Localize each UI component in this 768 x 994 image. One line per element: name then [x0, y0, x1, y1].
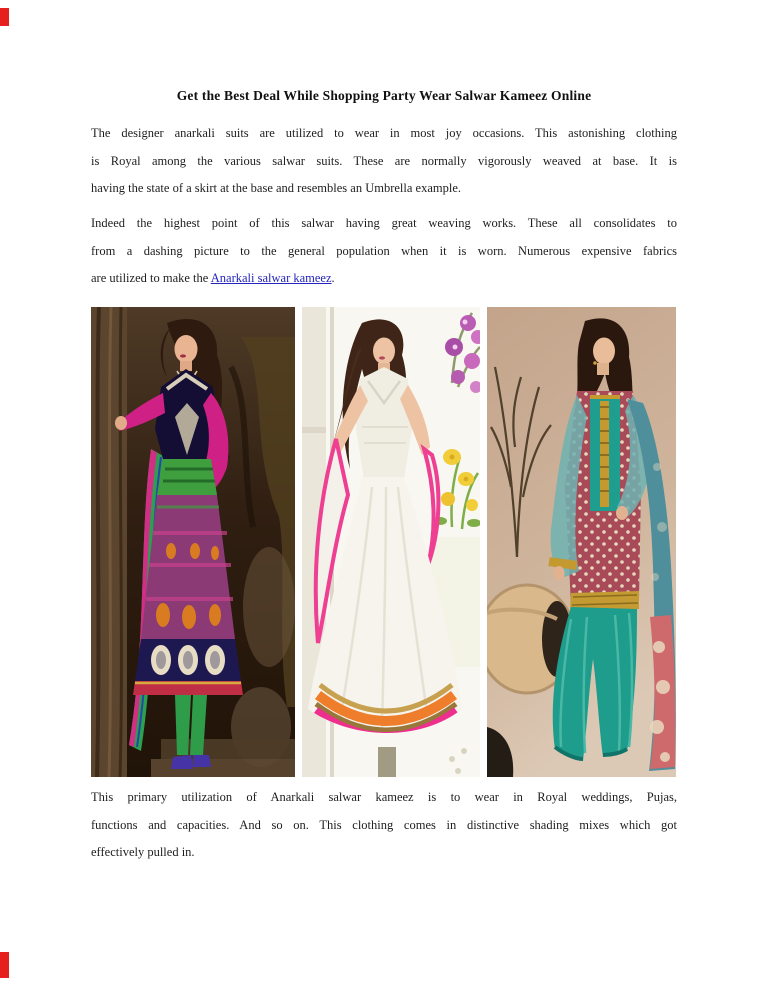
text-line: having the state of a skirt at the base and resembles an Umbrella example. — [91, 181, 462, 195]
anarkali-salwar-kameez-link[interactable]: Anarkali salwar kameez — [210, 271, 332, 285]
text-line: is Royal among the various salwar suits. These are normally vigorously weaved at base. It is — [91, 153, 677, 168]
photo-pink-navy-anarkali-art — [91, 307, 295, 777]
paragraph-2 — [91, 210, 677, 293]
red-edge-marker-top — [0, 8, 9, 26]
page-title: Get the Best Deal While Shopping Party Wear Salwar Kameez Online — [176, 88, 592, 103]
text-line: Indeed the highest point of this salwar having great weaving works. These all consolidates to — [91, 216, 677, 230]
link-prefix-text: are utilized to make the — [91, 271, 211, 285]
text-line: from a dashing picture to the general population when it is worn. Numerous expensive fabrics — [91, 243, 677, 258]
image-row — [91, 307, 677, 777]
paragraph-1 — [91, 120, 677, 203]
photo-white-anarkali — [302, 307, 480, 777]
link-suffix-text: . — [331, 271, 335, 285]
red-edge-marker-bottom — [0, 952, 9, 978]
paragraph-3 — [91, 784, 677, 867]
photo-teal-maroon-salwar-art — [487, 307, 676, 777]
photo-pink-navy-anarkali — [91, 307, 295, 777]
text-line: The designer anarkali suits are utilized to wear in most joy occasions. This astonishing clothing — [91, 126, 677, 140]
photo-teal-maroon-salwar — [487, 307, 676, 777]
text-line: effectively pulled in. — [91, 845, 195, 859]
text-line: This primary utilization of Anarkali salwar kameez is to wear in Royal weddings, Pujas, — [91, 790, 677, 804]
text-line-with-link — [91, 265, 677, 293]
photo-white-anarkali-art — [302, 307, 480, 777]
text-line: functions and capacities. And so on. This clothing comes in distinctive shading mixes which got — [91, 817, 677, 832]
